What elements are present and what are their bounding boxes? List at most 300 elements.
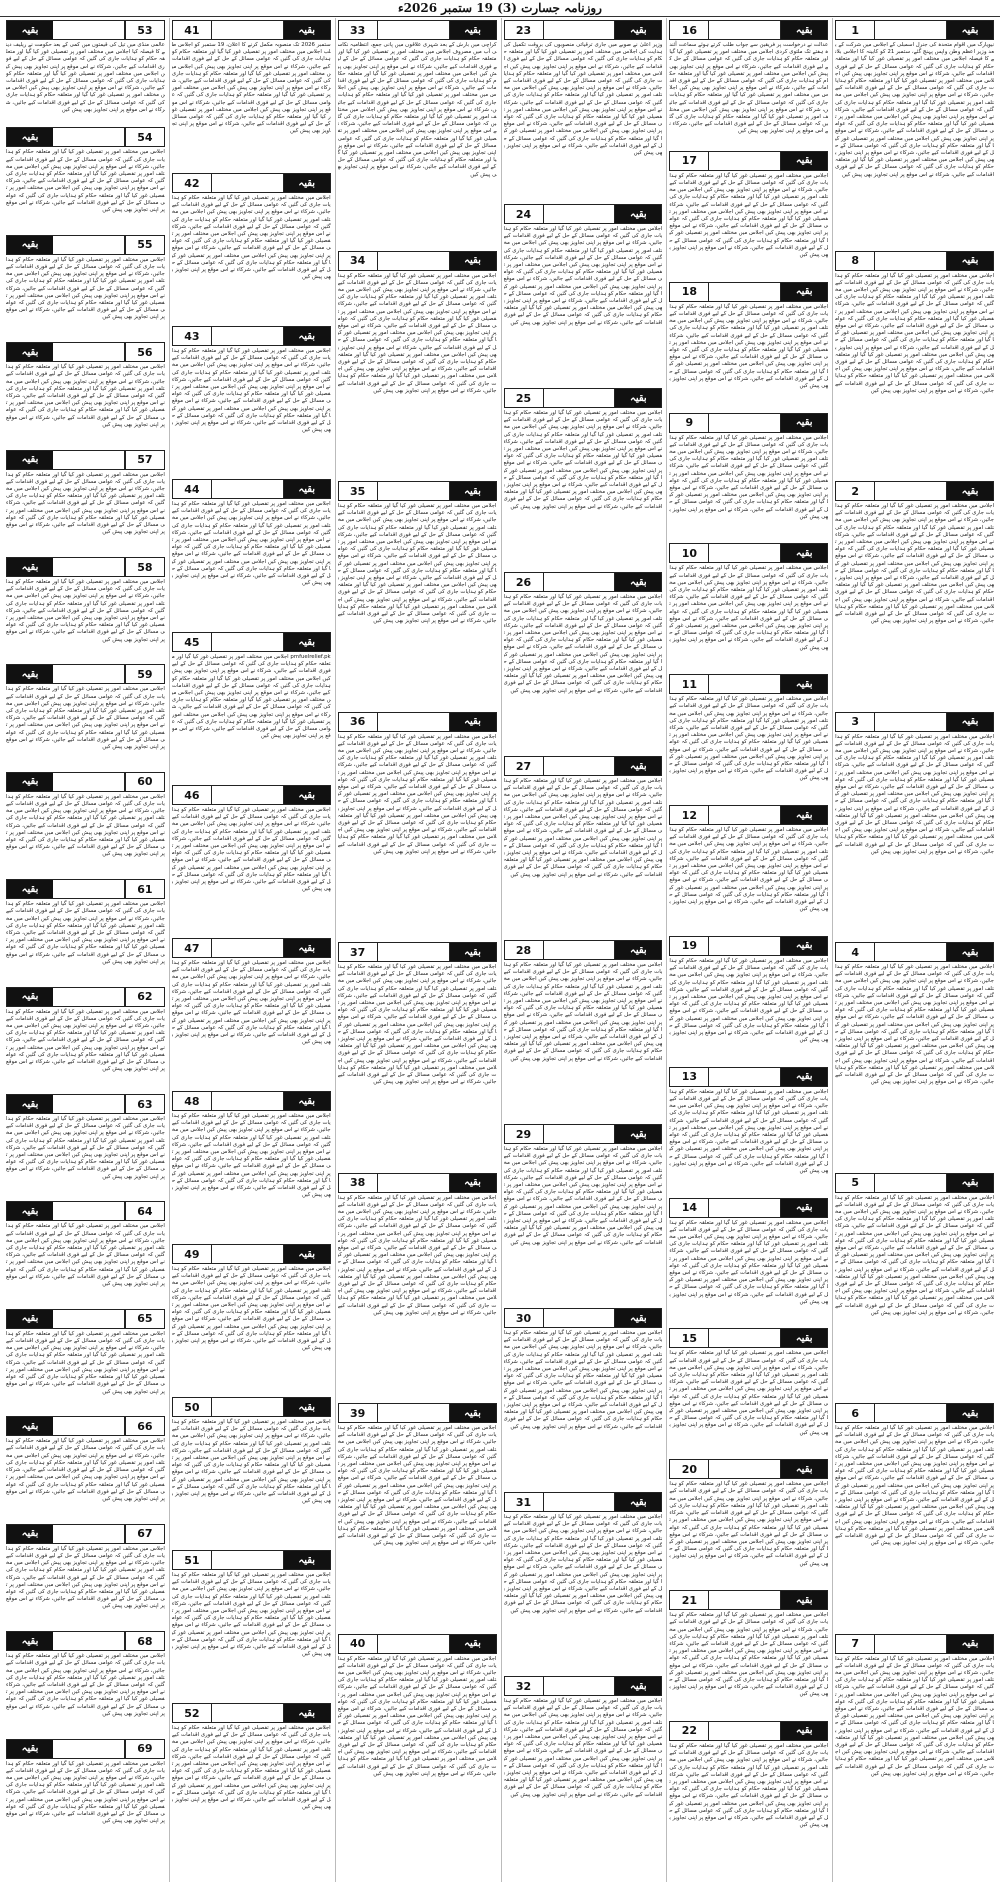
continued-label (172, 1397, 331, 1417)
story-text: اجلاس میں مختلف امور پر تفصیلی غور کیا گیا اور متعلقہ حکام کو ہدایات جاری کی گئیں کہ عوامی مسائل کے حل کے لیے فوری اقدامات کیے جائیں، شرکاء نے اس موقع پر اپنی تجاویز بھی پیش کیں اجلاس میں مختلف امور پر تفصیلی غور کیا گیا اور متعلقہ حکام کو ہدایات جاری کی گئیں کہ عوامی مسائل کے حل کے لیے فوری اقدامات کیے جائیں، شرکاء نے اس موقع پر اپنی تجاویز بھی پیش کیں اجلاس میں مختلف امور پر تفصیلی غور کیا گیا اور متعلقہ حکام کو ہدایات جاری کی گئیں کہ عوامی مسائل کے حل کے لیے فوری اقدامات کیے جائیں، شرکاء نے اس موقع پر اپنی تجاویز بھی پیش کیں (6, 1760, 165, 1825)
continued-story (669, 543, 828, 671)
continued-label (6, 557, 165, 577)
continued-number: 50 (173, 1398, 212, 1416)
label-blank (875, 1635, 947, 1653)
continued-number: 9 (670, 414, 709, 432)
continued-story (338, 251, 497, 479)
continued-label (172, 632, 331, 652)
story-text: اجلاس میں مختلف امور پر تفصیلی غور کیا گیا اور متعلقہ حکام کو ہدایات جاری کی گئیں کہ عوامی مسائل کے حل کے لیے فوری اقدامات کیے جائیں، شرکاء نے اس موقع پر اپنی تجاویز بھی پیش کیں اجلاس میں مختلف امور پر تفصیلی غور کیا گیا اور متعلقہ حکام کو ہدایات جاری کی گئیں کہ عوامی مسائل کے حل کے لیے فوری اقدامات کیے جائیں، شرکاء نے اس موقع پر اپنی تجاویز بھی پیش کیں اجلاس میں مختلف امور پر تفصیلی غور کیا گیا اور متعلقہ حکام کو ہدایات جاری کی گئیں کہ عوامی مسائل کے حل کے لیے فوری اقدامات کیے جائیں، شرکاء نے اس موقع پر اپنی تجاویز بھی پیش کیں اجلاس میں مختلف امور پر تفصیلی غور کیا گیا اور متعلقہ حکام کو ہدایات جاری کی گئیں کہ عوامی مسائل کے حل کے لیے فوری اقدامات کیے جائیں، شرکاء نے اس موقع پر اپنی تجاویز بھی پیش کیں (171, 807, 331, 893)
continued-story (172, 479, 331, 629)
story-text: اجلاس میں مختلف امور پر تفصیلی غور کیا گیا اور متعلقہ حکام کو ہدایات جاری کی گئیں کہ عوامی مسائل کے حل کے لیے فوری اقدامات کیے جائیں، شرکاء نے اس موقع پر اپنی تجاویز بھی پیش کیں اجلاس میں مختلف امور پر تفصیلی غور کیا گیا اور متعلقہ حکام کو ہدایات جاری کی گئیں کہ عوامی مسائل کے حل کے لیے فوری اقدامات کیے جائیں، شرکاء نے اس موقع پر اپنی تجاویز بھی پیش کیں اجلاس میں مختلف امور پر تفصیلی غور کیا گیا اور متعلقہ حکام کو ہدایات جاری کی گئیں کہ عوامی مسائل کے حل کے لیے فوری اقدامات کیے جائیں، شرکاء نے اس موقع پر اپنی تجاویز بھی پیش کیں اجلاس میں مختلف امور پر تفصیلی غور کیا گیا اور متعلقہ حکام کو ہدایات جاری کی گئیں کہ عوامی مسائل کے حل کے لیے فوری اقدامات کیے جائیں، شرکاء نے اس موقع پر اپنی تجاویز بھی پیش کیں (171, 501, 331, 587)
label-blank (212, 1551, 284, 1569)
continued-number: 51 (173, 1551, 212, 1569)
continued-number: 34 (339, 252, 378, 270)
continued-number: 57 (125, 451, 164, 469)
continued-number: 61 (125, 880, 164, 898)
continued-number: 48 (173, 1092, 212, 1110)
label-blank (53, 773, 125, 791)
continued-label (504, 1492, 663, 1512)
continued-label (172, 479, 331, 499)
label-blank (709, 675, 781, 693)
continued-label (338, 712, 497, 732)
continued-word: بقیہ (7, 665, 53, 683)
continued-word: بقیہ (947, 713, 993, 731)
story-text: اجلاس میں مختلف امور پر تفصیلی غور کیا گیا اور متعلقہ حکام کو ہدایات جاری کی گئیں کہ عوامی مسائل کے حل کے لیے فوری اقدامات کیے جائیں، شرکاء نے اس موقع پر اپنی تجاویز بھی پیش کیں اجلاس میں مختلف امور پر تفصیلی غور کیا گیا اور متعلقہ حکام کو ہدایات جاری کی گئیں کہ عوامی مسائل کے حل کے لیے فوری اقدامات کیے جائیں، شرکاء نے اس موقع پر اپنی تجاویز بھی پیش کیں اجلاس میں مختلف امور پر تفصیلی غور کیا گیا اور متعلقہ حکام کو ہدایات جاری کی گئیں کہ عوامی مسائل کے حل کے لیے فوری اقدامات کیے جائیں، شرکاء نے اس موقع پر اپنی تجاویز بھی پیش کیں اجلاس میں مختلف امور پر تفصیلی غور کیا گیا اور متعلقہ حکام کو ہدایات جاری کی گئیں کہ عوامی مسائل کے حل کے لیے فوری اقدامات کیے جائیں، شرکاء نے اس موقع پر اپنی تجاویز بھی پیش کیں اجلاس میں مختلف امور پر تفصیلی غور کیا گیا اور متعلقہ حکام کو ہدایات جاری کی گئیں کہ عوامی مسائل کے حل کے لیے فوری اقدامات کیے جائیں، شرکاء نے اس موقع پر اپنی تجاویز بھی پیش کیں اجلاس میں مختلف امور پر تفصیلی غور کیا گیا اور متعلقہ حکام کو ہدایات جاری کی گئیں کہ عوامی مسائل کے حل کے لیے فوری اقدامات کیے جائیں، شرکاء نے اس موقع پر اپنی تجاویز بھی پیش کیں (337, 1194, 497, 1316)
continued-story (835, 1634, 994, 1862)
continued-story (504, 1492, 663, 1673)
story-text: اجلاس میں مختلف امور پر تفصیلی غور کیا گیا اور متعلقہ حکام کو ہدایات جاری کی گئیں کہ عوامی مسائل کے حل کے لیے فوری اقدامات کیے جائیں، شرکاء نے اس موقع پر اپنی تجاویز بھی پیش کیں اجلاس میں مختلف امور پر تفصیلی غور کیا گیا اور متعلقہ حکام کو ہدایات جاری کی گئیں کہ عوامی مسائل کے حل کے لیے فوری اقدامات کیے جائیں، شرکاء نے اس موقع پر اپنی تجاویز بھی پیش کیں اجلاس میں مختلف امور پر تفصیلی غور کیا گیا اور متعلقہ حکام کو ہدایات جاری کی گئیں کہ عوامی مسائل کے حل کے لیے فوری اقدامات کیے جائیں، شرکاء نے اس موقع پر اپنی تجاویز بھی پیش کیں اجلاس میں مختلف امور پر تفصیلی غور کیا گیا اور متعلقہ حکام کو ہدایات جاری کی گئیں کہ عوامی مسائل کے حل کے لیے فوری اقدامات کیے جائیں، شرکاء نے اس موقع پر اپنی تجاویز بھی پیش کیں (669, 1219, 829, 1305)
continued-number: 63 (125, 1095, 164, 1113)
continued-number: 45 (173, 633, 212, 651)
continued-label (6, 879, 165, 899)
label-blank (378, 252, 450, 270)
continued-number: 31 (505, 1493, 544, 1511)
label-blank (53, 128, 125, 146)
continued-label (504, 572, 663, 592)
story-text: اجلاس میں مختلف امور پر تفصیلی غور کیا گیا اور متعلقہ حکام کو ہدایات جاری کی گئیں کہ عوامی مسائل کے حل کے لیے فوری اقدامات کیے جائیں، شرکاء نے اس موقع پر اپنی تجاویز بھی پیش کیں اجلاس میں مختلف امور پر تفصیلی غور کیا گیا اور متعلقہ حکام کو ہدایات جاری کی گئیں کہ عوامی مسائل کے حل کے لیے فوری اقدامات کیے جائیں، شرکاء نے اس موقع پر اپنی تجاویز بھی پیش کیں اجلاس میں مختلف امور پر تفصیلی غور کیا گیا اور متعلقہ حکام کو ہدایات جاری کی گئیں کہ عوامی مسائل کے حل کے لیے فوری اقدامات کیے جائیں، شرکاء نے اس موقع پر اپنی تجاویز بھی پیش کیں (6, 1545, 165, 1610)
continued-story (669, 413, 828, 541)
continued-story (6, 557, 165, 661)
label-blank (212, 327, 284, 345)
continued-label (669, 936, 828, 956)
story-text: اجلاس میں مختلف امور پر تفصیلی غور کیا گیا اور متعلقہ حکام کو ہدایات جاری کی گئیں کہ عوامی مسائل کے حل کے لیے فوری اقدامات کیے جائیں، شرکاء نے اس موقع پر اپنی تجاویز بھی پیش کیں اجلاس میں مختلف امور پر تفصیلی غور کیا گیا اور متعلقہ حکام کو ہدایات جاری کی گئیں کہ عوامی مسائل کے حل کے لیے فوری اقدامات کیے جائیں، شرکاء نے اس موقع پر اپنی تجاویز بھی پیش کیں اجلاس میں مختلف امور پر تفصیلی غور کیا گیا اور متعلقہ حکام کو ہدایات جاری کی گئیں کہ عوامی مسائل کے حل کے لیے فوری اقدامات کیے جائیں، شرکاء نے اس موقع پر اپنی تجاویز بھی پیش کیں اجلاس میں مختلف امور پر تفصیلی غور کیا گیا اور متعلقہ حکام کو ہدایات جاری کی گئیں کہ عوامی مسائل کے حل کے لیے فوری اقدامات کیے جائیں، شرکاء نے اس موقع پر اپنی تجاویز بھی پیش کیں (171, 1725, 331, 1811)
continued-story (504, 1676, 663, 1857)
label-blank (709, 1068, 781, 1086)
continued-number: 2 (836, 482, 875, 500)
story-text: اجلاس میں مختلف امور پر تفصیلی غور کیا گیا اور متعلقہ حکام کو ہدایات جاری کی گئیں کہ عوامی مسائل کے حل کے لیے فوری اقدامات کیے جائیں، شرکاء نے اس موقع پر اپنی تجاویز بھی پیش کیں اجلاس میں مختلف امور پر تفصیلی غور کیا گیا اور متعلقہ حکام کو ہدایات جاری کی گئیں کہ عوامی مسائل کے حل کے لیے فوری اقدامات کیے جائیں، شرکاء نے اس موقع پر اپنی تجاویز بھی پیش کیں اجلاس میں مختلف امور پر تفصیلی غور کیا گیا اور متعلقہ حکام کو ہدایات جاری کی گئیں کہ عوامی مسائل کے حل کے لیے فوری اقدامات کیے جائیں، شرکاء نے اس موقع پر اپنی تجاویز بھی پیش کیں اجلاس میں مختلف امور پر تفصیلی غور کیا گیا اور متعلقہ حکام کو ہدایات جاری کی گئیں کہ عوامی مسائل کے حل کے لیے فوری اقدامات کیے جائیں، شرکاء نے اس موقع پر اپنی تجاویز بھی پیش کیں (171, 960, 331, 1046)
continued-story (835, 942, 994, 1170)
story-text: اجلاس میں مختلف امور پر تفصیلی غور کیا گیا اور متعلقہ حکام کو ہدایات جاری کی گئیں کہ عوامی مسائل کے حل کے لیے فوری اقدامات کیے جائیں، شرکاء نے اس موقع پر اپنی تجاویز بھی پیش کیں اجلاس میں مختلف امور پر تفصیلی غور کیا گیا اور متعلقہ حکام کو ہدایات جاری کی گئیں کہ عوامی مسائل کے حل کے لیے فوری اقدامات کیے جائیں، شرکاء نے اس موقع پر اپنی تجاویز بھی پیش کیں اجلاس میں مختلف امور پر تفصیلی غور کیا گیا اور متعلقہ حکام کو ہدایات جاری کی گئیں کہ عوامی مسائل کے حل کے لیے فوری اقدامات کیے جائیں، شرکاء نے اس موقع پر اپنی تجاویز بھی پیش کیں اجلاس میں مختلف امور پر تفصیلی غور کیا گیا اور متعلقہ حکام کو ہدایات جاری کی گئیں کہ عوامی مسائل کے حل کے لیے فوری اقدامات کیے جائیں، شرکاء نے اس موقع پر اپنی تجاویز بھی پیش کیں (171, 348, 331, 434)
continued-word: بقیہ (450, 1174, 496, 1192)
continued-word: بقیہ (7, 236, 53, 254)
continued-word: بقیہ (947, 252, 993, 270)
continued-word: بقیہ (7, 1525, 53, 1543)
continued-label (835, 1173, 994, 1193)
continued-word: بقیہ (615, 389, 661, 407)
continued-label (6, 20, 165, 40)
continued-number: 43 (173, 327, 212, 345)
label-blank (212, 1704, 284, 1722)
continued-word: بقیہ (284, 21, 330, 39)
continued-story (6, 342, 165, 446)
label-blank (544, 941, 616, 959)
continued-number: 6 (836, 1404, 875, 1422)
continued-story (504, 388, 663, 569)
continued-number: 36 (339, 713, 378, 731)
continued-number: 46 (173, 786, 212, 804)
continued-label (6, 1201, 165, 1221)
label-blank (875, 252, 947, 270)
continued-word: بقیہ (781, 675, 827, 693)
continued-story (669, 674, 828, 802)
continued-label (669, 1459, 828, 1479)
continued-story (669, 1721, 828, 1849)
continued-story (338, 1173, 497, 1401)
continued-word: بقیہ (7, 773, 53, 791)
continued-word: بقیہ (450, 482, 496, 500)
continued-number: 35 (339, 482, 378, 500)
continued-number: 29 (505, 1125, 544, 1143)
label-blank (875, 1404, 947, 1422)
continued-number: 32 (505, 1677, 544, 1695)
continued-label (504, 756, 663, 776)
story-text: اجلاس میں مختلف امور پر تفصیلی غور کیا گیا اور متعلقہ حکام کو ہدایات جاری کی گئیں کہ عوامی مسائل کے حل کے لیے فوری اقدامات کیے جائیں، شرکاء نے اس موقع پر اپنی تجاویز بھی پیش کیں اجلاس میں مختلف امور پر تفصیلی غور کیا گیا اور متعلقہ حکام کو ہدایات جاری کی گئیں کہ عوامی مسائل کے حل کے لیے فوری اقدامات کیے جائیں، شرکاء نے اس موقع پر اپنی تجاویز بھی پیش کیں اجلاس میں مختلف امور پر تفصیلی غور کیا گیا اور متعلقہ حکام کو ہدایات جاری کی گئیں کہ عوامی مسائل کے حل کے لیے فوری اقدامات کیے جائیں، شرکاء نے اس موقع پر اپنی تجاویز بھی پیش کیں اجلاس میں مختلف امور پر تفصیلی غور کیا گیا اور متعلقہ حکام کو ہدایات جاری کی گئیں کہ عوامی مسائل کے حل کے لیے فوری اقدامات کیے جائیں، شرکاء نے اس موقع پر اپنی تجاویز بھی پیش کیں اجلاس میں مختلف امور پر تفصیلی غور کیا گیا اور متعلقہ حکام کو ہدایات جاری کی گئیں کہ عوامی مسائل کے حل کے لیے فوری اقدامات کیے جائیں، شرکاء نے اس موقع پر اپنی تجاویز بھی پیش کیں (503, 594, 663, 694)
continued-label (338, 1173, 497, 1193)
story-text: اجلاس میں مختلف امور پر تفصیلی غور کیا گیا اور متعلقہ حکام کو ہدایات جاری کی گئیں کہ عوامی مسائل کے حل کے لیے فوری اقدامات کیے جائیں، شرکاء نے اس موقع پر اپنی تجاویز بھی پیش کیں اجلاس میں مختلف امور پر تفصیلی غور کیا گیا اور متعلقہ حکام کو ہدایات جاری کی گئیں کہ عوامی مسائل کے حل کے لیے فوری اقدامات کیے جائیں، شرکاء نے اس موقع پر اپنی تجاویز بھی پیش کیں اجلاس میں مختلف امور پر تفصیلی غور کیا گیا اور متعلقہ حکام کو ہدایات جاری کی گئیں کہ عوامی مسائل کے حل کے لیے فوری اقدامات کیے جائیں، شرکاء نے اس موقع پر اپنی تجاویز بھی پیش کیں اجلاس میں مختلف امور پر تفصیلی غور کیا گیا اور متعلقہ حکام کو ہدایات جاری کی گئیں کہ عوامی مسائل کے حل کے لیے فوری اقدامات کیے جائیں، شرکاء نے اس موقع پر اپنی تجاویز بھی پیش کیں اجلاس میں مختلف امور پر تفصیلی غور کیا گیا اور متعلقہ حکام کو ہدایات جاری کی گئیں کہ عوامی مسائل کے حل کے لیے فوری اقدامات کیے جائیں، شرکاء نے اس موقع پر اپنی تجاویز بھی پیش کیں (503, 778, 663, 878)
continued-word: بقیہ (947, 21, 993, 39)
continued-word: بقیہ (947, 1635, 993, 1653)
story-text: اجلاس میں مختلف امور پر تفصیلی غور کیا گیا اور متعلقہ حکام کو ہدایات جاری کی گئیں کہ عوامی مسائل کے حل کے لیے فوری اقدامات کیے جائیں، شرکاء نے اس موقع پر اپنی تجاویز بھی پیش کیں اجلاس میں مختلف امور پر تفصیلی غور کیا گیا اور متعلقہ حکام کو ہدایات جاری کی گئیں کہ عوامی مسائل کے حل کے لیے فوری اقدامات کیے جائیں، شرکاء نے اس موقع پر اپنی تجاویز بھی پیش کیں اجلاس میں مختلف امور پر تفصیلی غور کیا گیا اور متعلقہ حکام کو ہدایات جاری کی گئیں کہ عوامی مسائل کے حل کے لیے فوری اقدامات کیے جائیں، شرکاء نے اس موقع پر اپنی تجاویز بھی پیش کیں اجلاس میں مختلف امور پر تفصیلی غور کیا گیا اور متعلقہ حکام کو ہدایات جاری کی گئیں کہ عوامی مسائل کے حل کے لیے فوری اقدامات کیے جائیں، شرکاء نے اس موقع پر اپنی تجاویز بھی پیش کیں اجلاس میں مختلف امور پر تفصیلی غور کیا گیا اور متعلقہ حکام کو ہدایات جاری کی گئیں کہ عوامی مسائل کے حل کے لیے فوری اقدامات کیے جائیں، شرکاء نے اس موقع پر اپنی تجاویز بھی پیش کیں (503, 226, 663, 326)
label-blank (53, 1417, 125, 1435)
continued-word: بقیہ (7, 1310, 53, 1328)
label-blank (53, 1632, 125, 1650)
continued-label (835, 712, 994, 732)
continued-label (669, 1328, 828, 1348)
label-blank (53, 21, 125, 39)
story-text: اجلاس میں مختلف امور پر تفصیلی غور کیا گیا اور متعلقہ حکام کو ہدایات جاری کی گئیں کہ عوامی مسائل کے حل کے لیے فوری اقدامات کیے جائیں، شرکاء نے اس موقع پر اپنی تجاویز بھی پیش کیں اجلاس میں مختلف امور پر تفصیلی غور کیا گیا اور متعلقہ حکام کو ہدایات جاری کی گئیں کہ عوامی مسائل کے حل کے لیے فوری اقدامات کیے جائیں، شرکاء نے اس موقع پر اپنی تجاویز بھی پیش کیں اجلاس میں مختلف امور پر تفصیلی غور کیا گیا اور متعلقہ حکام کو ہدایات جاری کی گئیں کہ عوامی مسائل کے حل کے لیے فوری اقدامات کیے جائیں، شرکاء نے اس موقع پر اپنی تجاویز بھی پیش کیں اجلاس میں مختلف امور پر تفصیلی غور کیا گیا اور متعلقہ حکام کو ہدایات جاری کی گئیں کہ عوامی مسائل کے حل کے لیے فوری اقدامات کیے جائیں، شرکاء نے اس موقع پر اپنی تجاویز بھی پیش کیں (669, 696, 829, 782)
continued-number: 3 (836, 713, 875, 731)
story-text: اجلاس میں مختلف امور پر تفصیلی غور کیا گیا اور متعلقہ حکام کو ہدایات جاری کی گئیں کہ عوامی مسائل کے حل کے لیے فوری اقدامات کیے جائیں، شرکاء نے اس موقع پر اپنی تجاویز بھی پیش کیں اجلاس میں مختلف امور پر تفصیلی غور کیا گیا اور متعلقہ حکام کو ہدایات جاری کی گئیں کہ عوامی مسائل کے حل کے لیے فوری اقدامات کیے جائیں، شرکاء نے اس موقع پر اپنی تجاویز بھی پیش کیں اجلاس میں مختلف امور پر تفصیلی غور کیا گیا اور متعلقہ حکام کو ہدایات جاری کی گئیں کہ عوامی مسائل کے حل کے لیے فوری اقدامات کیے جائیں، شرکاء نے اس موقع پر اپنی تجاویز بھی پیش کیں اجلاس میں مختلف امور پر تفصیلی غور کیا گیا اور متعلقہ حکام کو ہدایات جاری کی گئیں کہ عوامی مسائل کے حل کے لیے فوری اقدامات کیے جائیں، شرکاء نے اس موقع پر اپنی تجاویز بھی پیش کیں اجلاس میں مختلف امور پر تفصیلی غور کیا گیا اور متعلقہ حکام کو ہدایات جاری کی گئیں کہ عوامی مسائل کے حل کے لیے فوری اقدامات کیے جائیں، شرکاء نے اس موقع پر اپنی تجاویز بھی پیش کیں اجلاس میں مختلف امور پر تفصیلی غور کیا گیا اور متعلقہ حکام کو ہدایات جاری کی گئیں کہ عوامی مسائل کے حل کے لیے فوری اقدامات کیے جائیں، شرکاء نے اس موقع پر اپنی تجاویز بھی پیش کیں (337, 1655, 497, 1777)
continued-label (6, 1631, 165, 1651)
continued-story (172, 938, 331, 1088)
continued-label (669, 674, 828, 694)
continued-number: 10 (670, 544, 709, 562)
label-blank (212, 786, 284, 804)
story-text: اجلاس میں مختلف امور پر تفصیلی غور کیا گیا اور متعلقہ حکام کو ہدایات جاری کی گئیں کہ عوامی مسائل کے حل کے لیے فوری اقدامات کیے جائیں، شرکاء نے اس موقع پر اپنی تجاویز بھی پیش کیں اجلاس میں مختلف امور پر تفصیلی غور کیا گیا اور متعلقہ حکام کو ہدایات جاری کی گئیں کہ عوامی مسائل کے حل کے لیے فوری اقدامات کیے جائیں، شرکاء نے اس موقع پر اپنی تجاویز بھی پیش کیں اجلاس میں مختلف امور پر تفصیلی غور کیا گیا اور متعلقہ حکام کو ہدایات جاری کی گئیں کہ عوامی مسائل کے حل کے لیے فوری اقدامات کیے جائیں، شرکاء نے اس موقع پر اپنی تجاویز بھی پیش کیں اجلاس میں مختلف امور پر تفصیلی غور کیا گیا اور متعلقہ حکام کو ہدایات جاری کی گئیں کہ عوامی مسائل کے حل کے لیے فوری اقدامات کیے جائیں، شرکاء نے اس موقع پر اپنی تجاویز بھی پیش کیں اجلاس میں مختلف امور پر تفصیلی غور کیا گیا اور متعلقہ حکام کو ہدایات جاری کی گئیں کہ عوامی مسائل کے حل کے لیے فوری اقدامات کیے جائیں، شرکاء نے اس موقع پر اپنی تجاویز بھی پیش کیں (503, 962, 663, 1062)
label-blank (709, 937, 781, 955)
continued-word: بقیہ (284, 786, 330, 804)
continued-story (6, 1201, 165, 1305)
continued-story (6, 1739, 165, 1843)
continued-word: بقیہ (781, 21, 827, 39)
story-text: اجلاس میں مختلف امور پر تفصیلی غور کیا گیا اور متعلقہ حکام کو ہدایات جاری کی گئیں کہ عوامی مسائل کے حل کے لیے فوری اقدامات کیے جائیں، شرکاء نے اس موقع پر اپنی تجاویز بھی پیش کیں اجلاس میں مختلف امور پر تفصیلی غور کیا گیا اور متعلقہ حکام کو ہدایات جاری کی گئیں کہ عوامی مسائل کے حل کے لیے فوری اقدامات کیے جائیں، شرکاء نے اس موقع پر اپنی تجاویز بھی پیش کیں اجلاس میں مختلف امور پر تفصیلی غور کیا گیا اور متعلقہ حکام کو ہدایات جاری کی گئیں کہ عوامی مسائل کے حل کے لیے فوری اقدامات کیے جائیں، شرکاء نے اس موقع پر اپنی تجاویز بھی پیش کیں اجلاس میں مختلف امور پر تفصیلی غور کیا گیا اور متعلقہ حکام کو ہدایات جاری کی گئیں کہ عوامی مسائل کے حل کے لیے فوری اقدامات کیے جائیں، شرکاء نے اس موقع پر اپنی تجاویز بھی پیش کیں اجلاس میں مختلف امور پر تفصیلی غور کیا گیا اور متعلقہ حکام کو ہدایات جاری کی گئیں کہ عوامی مسائل کے حل کے لیے فوری اقدامات کیے جائیں، شرکاء نے اس موقع پر اپنی تجاویز بھی پیش کیں اجلاس میں مختلف امور پر تفصیلی غور کیا گیا اور متعلقہ حکام کو ہدایات جاری کی گئیں کہ عوامی مسائل کے حل کے لیے فوری اقدامات کیے جائیں، شرکاء نے اس موقع پر اپنی تجاویز بھی پیش کیں (337, 733, 497, 855)
continued-label (669, 1067, 828, 1087)
story-text: اجلاس میں مختلف امور پر تفصیلی غور کیا گیا اور متعلقہ حکام کو ہدایات جاری کی گئیں کہ عوامی مسائل کے حل کے لیے فوری اقدامات کیے جائیں، شرکاء نے اس موقع پر اپنی تجاویز بھی پیش کیں اجلاس میں مختلف امور پر تفصیلی غور کیا گیا اور متعلقہ حکام کو ہدایات جاری کی گئیں کہ عوامی مسائل کے حل کے لیے فوری اقدامات کیے جائیں، شرکاء نے اس موقع پر اپنی تجاویز بھی پیش کیں اجلاس میں مختلف امور پر تفصیلی غور کیا گیا اور متعلقہ حکام کو ہدایات جاری کی گئیں کہ عوامی مسائل کے حل کے لیے فوری اقدامات کیے جائیں، شرکاء نے اس موقع پر اپنی تجاویز بھی پیش کیں (6, 471, 165, 536)
continued-label (338, 20, 497, 40)
continued-label (6, 1094, 165, 1114)
continued-number: 21 (670, 1591, 709, 1609)
continued-story (6, 664, 165, 768)
story-text: ستمبر 2026 تک منصوبہ مکمل کرنے کا اعلان، 19 ستمبر کو اجلاس طلب اجلاس میں مختلف امور پر تفصیلی غور کیا گیا اور متعلقہ حکام کو ہدایات جاری کی گئیں کہ عوامی مسائل کے حل کے لیے فوری اقدامات کیے جائیں، شرکاء نے اس موقع پر اپنی تجاویز بھی پیش کیں اجلاس میں مختلف امور پر تفصیلی غور کیا گیا اور متعلقہ حکام کو ہدایات جاری کی گئیں کہ عوامی مسائل کے حل کے لیے فوری اقدامات کیے جائیں، شرکاء نے اس موقع پر اپنی تجاویز بھی پیش کیں اجلاس میں مختلف امور پر تفصیلی غور کیا گیا اور متعلقہ حکام کو ہدایات جاری کی گئیں کہ عوامی مسائل کے حل کے لیے فوری اقدامات کیے جائیں، شرکاء نے اس موقع پر اپنی تجاویز بھی پیش کیں اجلاس میں مختلف امور پر تفصیلی غور کیا گیا اور متعلقہ حکام کو ہدایات جاری کی گئیں کہ عوامی مسائل کے حل کے لیے فوری اقدامات کیے جائیں، شرکاء نے اس موقع پر اپنی تجاویز بھی پیش کیں (171, 42, 331, 135)
label-blank (53, 988, 125, 1006)
continued-number: 19 (670, 937, 709, 955)
continued-story (504, 20, 663, 201)
continued-label (172, 20, 331, 40)
continued-number: 27 (505, 757, 544, 775)
continued-number: 4 (836, 943, 875, 961)
label-blank (875, 482, 947, 500)
story-text: اجلاس میں مختلف امور پر تفصیلی غور کیا گیا اور متعلقہ حکام کو ہدایات جاری کی گئیں کہ عوامی مسائل کے حل کے لیے فوری اقدامات کیے جائیں، شرکاء نے اس موقع پر اپنی تجاویز بھی پیش کیں اجلاس میں مختلف امور پر تفصیلی غور کیا گیا اور متعلقہ حکام کو ہدایات جاری کی گئیں کہ عوامی مسائل کے حل کے لیے فوری اقدامات کیے جائیں، شرکاء نے اس موقع پر اپنی تجاویز بھی پیش کیں اجلاس میں مختلف امور پر تفصیلی غور کیا گیا اور متعلقہ حکام کو ہدایات جاری کی گئیں کہ عوامی مسائل کے حل کے لیے فوری اقدامات کیے جائیں، شرکاء نے اس موقع پر اپنی تجاویز بھی پیش کیں (6, 901, 165, 965)
continued-word: بقیہ (615, 941, 661, 959)
continued-label (669, 1721, 828, 1741)
news-column (335, 18, 499, 1882)
label-blank (544, 573, 616, 591)
continued-word: بقیہ (7, 558, 53, 576)
continued-story (504, 204, 663, 385)
continued-story (6, 235, 165, 339)
label-blank (544, 21, 616, 39)
story-text: اجلاس میں مختلف امور پر تفصیلی غور کیا گیا اور متعلقہ حکام کو ہدایات جاری کی گئیں کہ عوامی مسائل کے حل کے لیے فوری اقدامات کیے جائیں، شرکاء نے اس موقع پر اپنی تجاویز بھی پیش کیں اجلاس میں مختلف امور پر تفصیلی غور کیا گیا اور متعلقہ حکام کو ہدایات جاری کی گئیں کہ عوامی مسائل کے حل کے لیے فوری اقدامات کیے جائیں، شرکاء نے اس موقع پر اپنی تجاویز بھی پیش کیں اجلاس میں مختلف امور پر تفصیلی غور کیا گیا اور متعلقہ حکام کو ہدایات جاری کی گئیں کہ عوامی مسائل کے حل کے لیے فوری اقدامات کیے جائیں، شرکاء نے اس موقع پر اپنی تجاویز بھی پیش کیں اجلاس میں مختلف امور پر تفصیلی غور کیا گیا اور متعلقہ حکام کو ہدایات جاری کی گئیں کہ عوامی مسائل کے حل کے لیے فوری اقدامات کیے جائیں، شرکاء نے اس موقع پر اپنی تجاویز بھی پیش کیں اجلاس میں مختلف امور پر تفصیلی غور کیا گیا اور متعلقہ حکام کو ہدایات جاری کی گئیں کہ عوامی مسائل کے حل کے لیے فوری اقدامات کیے جائیں، شرکاء نے اس موقع پر اپنی تجاویز بھی پیش کیں (503, 1146, 663, 1246)
label-blank (709, 1329, 781, 1347)
label-blank (53, 1202, 125, 1220)
label-blank (544, 205, 616, 223)
label-blank (709, 544, 781, 562)
continued-label (6, 127, 165, 147)
continued-story (6, 1631, 165, 1735)
story-text: اجلاس میں مختلف امور پر تفصیلی غور کیا گیا اور متعلقہ حکام کو ہدایات جاری کی گئیں کہ عوامی مسائل کے حل کے لیے فوری اقدامات کیے جائیں، شرکاء نے اس موقع پر اپنی تجاویز بھی پیش کیں اجلاس میں مختلف امور پر تفصیلی غور کیا گیا اور متعلقہ حکام کو ہدایات جاری کی گئیں کہ عوامی مسائل کے حل کے لیے فوری اقدامات کیے جائیں، شرکاء نے اس موقع پر اپنی تجاویز بھی پیش کیں اجلاس میں مختلف امور پر تفصیلی غور کیا گیا اور متعلقہ حکام کو ہدایات جاری کی گئیں کہ عوامی مسائل کے حل کے لیے فوری اقدامات کیے جائیں، شرکاء نے اس موقع پر اپنی تجاویز بھی پیش کیں اجلاس میں مختلف امور پر تفصیلی غور کیا گیا اور متعلقہ حکام کو ہدایات جاری کی گئیں کہ عوامی مسائل کے حل کے لیے فوری اقدامات کیے جائیں، شرکاء نے اس موقع پر اپنی تجاویز بھی پیش کیں (669, 172, 829, 259)
continued-label (338, 942, 497, 962)
continued-number: 67 (125, 1525, 164, 1543)
continued-label (504, 204, 663, 224)
label-blank (53, 236, 125, 254)
story-text: اجلاس میں مختلف امور پر تفصیلی غور کیا گیا اور متعلقہ حکام کو ہدایات جاری کی گئیں کہ عوامی مسائل کے حل کے لیے فوری اقدامات کیے جائیں، شرکاء نے اس موقع پر اپنی تجاویز بھی پیش کیں اجلاس میں مختلف امور پر تفصیلی غور کیا گیا اور متعلقہ حکام کو ہدایات جاری کی گئیں کہ عوامی مسائل کے حل کے لیے فوری اقدامات کیے جائیں، شرکاء نے اس موقع پر اپنی تجاویز بھی پیش کیں اجلاس میں مختلف امور پر تفصیلی غور کیا گیا اور متعلقہ حکام کو ہدایات جاری کی گئیں کہ عوامی مسائل کے حل کے لیے فوری اقدامات کیے جائیں، شرکاء نے اس موقع پر اپنی تجاویز بھی پیش کیں اجلاس میں مختلف امور پر تفصیلی غور کیا گیا اور متعلقہ حکام کو ہدایات جاری کی گئیں کہ عوامی مسائل کے حل کے لیے فوری اقدامات کیے جائیں، شرکاء نے اس موقع پر اپنی تجاویز بھی پیش کیں اجلاس میں مختلف امور پر تفصیلی غور کیا گیا اور متعلقہ حکام کو ہدایات جاری کی گئیں کہ عوامی مسائل کے حل کے لیے فوری اقدامات کیے جائیں، شرکاء نے اس موقع پر اپنی تجاویز بھی پیش کیں (503, 1330, 663, 1430)
story-text: نیویارک میں اقوام متحدہ کی جنرل اسمبلی کے اجلاس میں شرکت کے بعد وزیر اعظم وطن واپس پہنچ گئے، ستمبر 21 کو کابینہ کا اجلاس بلانے کا فیصلہ اجلاس میں مختلف امور پر تفصیلی غور کیا گیا اور متعلقہ حکام کو ہدایات جاری کی گئیں کہ عوامی مسائل کے حل کے لیے فوری اقدامات کیے جائیں، شرکاء نے اس موقع پر اپنی تجاویز بھی پیش کیں اجلاس میں مختلف امور پر تفصیلی غور کیا گیا اور متعلقہ حکام کو ہدایات جاری کی گئیں کہ عوامی مسائل کے حل کے لیے فوری اقدامات کیے جائیں، شرکاء نے اس موقع پر اپنی تجاویز بھی پیش کیں اجلاس میں مختلف امور پر تفصیلی غور کیا گیا اور متعلقہ حکام کو ہدایات جاری کی گئیں کہ عوامی مسائل کے حل کے لیے فوری اقدامات کیے جائیں، شرکاء نے اس موقع پر اپنی تجاویز بھی پیش کیں اجلاس میں مختلف امور پر تفصیلی غور کیا گیا اور متعلقہ حکام کو ہدایات جاری کی گئیں کہ عوامی مسائل کے حل کے لیے فوری اقدامات کیے جائیں، شرکاء نے اس موقع پر اپنی تجاویز بھی پیش کیں اجلاس میں مختلف امور پر تفصیلی غور کیا گیا اور متعلقہ حکام کو ہدایات جاری کی گئیں کہ عوامی مسائل کے حل کے لیے فوری اقدامات کیے جائیں، شرکاء نے اس موقع پر اپنی تجاویز بھی پیش کیں اجلاس میں مختلف امور پر تفصیلی غور کیا گیا اور متعلقہ حکام کو ہدایات جاری کی گئیں کہ عوامی مسائل کے حل کے لیے فوری اقدامات کیے جائیں، شرکاء نے اس موقع پر اپنی تجاویز بھی پیش کیں (835, 42, 994, 178)
continued-story (338, 481, 497, 709)
label-blank (709, 1199, 781, 1217)
continued-number: 33 (339, 21, 378, 39)
story-text: اجلاس میں مختلف امور پر تفصیلی غور کیا گیا اور متعلقہ حکام کو ہدایات جاری کی گئیں کہ عوامی مسائل کے حل کے لیے فوری اقدامات کیے جائیں، شرکاء نے اس موقع پر اپنی تجاویز بھی پیش کیں اجلاس میں مختلف امور پر تفصیلی غور کیا گیا اور متعلقہ حکام کو ہدایات جاری کی گئیں کہ عوامی مسائل کے حل کے لیے فوری اقدامات کیے جائیں، شرکاء نے اس موقع پر اپنی تجاویز بھی پیش کیں اجلاس میں مختلف امور پر تفصیلی غور کیا گیا اور متعلقہ حکام کو ہدایات جاری کی گئیں کہ عوامی مسائل کے حل کے لیے فوری اقدامات کیے جائیں، شرکاء نے اس موقع پر اپنی تجاویز بھی پیش کیں اجلاس میں مختلف امور پر تفصیلی غور کیا گیا اور متعلقہ حکام کو ہدایات جاری کی گئیں کہ عوامی مسائل کے حل کے لیے فوری اقدامات کیے جائیں، شرکاء نے اس موقع پر اپنی تجاویز بھی پیش کیں اجلاس میں مختلف امور پر تفصیلی غور کیا گیا اور متعلقہ حکام کو ہدایات جاری کی گئیں کہ عوامی مسائل کے حل کے لیے فوری اقدامات کیے جائیں، شرکاء نے اس موقع پر اپنی تجاویز بھی پیش کیں اجلاس میں مختلف امور پر تفصیلی غور کیا گیا اور متعلقہ حکام کو ہدایات جاری کی گئیں کہ عوامی مسائل کے حل کے لیے فوری اقدامات کیے جائیں، شرکاء نے اس موقع پر اپنی تجاویز بھی پیش کیں (835, 272, 994, 394)
label-blank (544, 1677, 616, 1695)
continued-label (338, 481, 497, 501)
story-text: اجلاس میں مختلف امور پر تفصیلی غور کیا گیا اور متعلقہ حکام کو ہدایات جاری کی گئیں کہ عوامی مسائل کے حل کے لیے فوری اقدامات کیے جائیں، شرکاء نے اس موقع پر اپنی تجاویز بھی پیش کیں اجلاس میں مختلف امور پر تفصیلی غور کیا گیا اور متعلقہ حکام کو ہدایات جاری کی گئیں کہ عوامی مسائل کے حل کے لیے فوری اقدامات کیے جائیں، شرکاء نے اس موقع پر اپنی تجاویز بھی پیش کیں اجلاس میں مختلف امور پر تفصیلی غور کیا گیا اور متعلقہ حکام کو ہدایات جاری کی گئیں کہ عوامی مسائل کے حل کے لیے فوری اقدامات کیے جائیں، شرکاء نے اس موقع پر اپنی تجاویز بھی پیش کیں اجلاس میں مختلف امور پر تفصیلی غور کیا گیا اور متعلقہ حکام کو ہدایات جاری کی گئیں کہ عوامی مسائل کے حل کے لیے فوری اقدامات کیے جائیں، شرکاء نے اس موقع پر اپنی تجاویز بھی پیش کیں (171, 1419, 331, 1505)
continued-word: بقیہ (947, 943, 993, 961)
continued-story (6, 1416, 165, 1520)
continued-number: 60 (125, 773, 164, 791)
continued-number: 66 (125, 1417, 164, 1435)
continued-number: 20 (670, 1460, 709, 1478)
continued-story (172, 326, 331, 476)
continued-story (172, 20, 331, 170)
label-blank (709, 1722, 781, 1740)
continued-number: 52 (173, 1704, 212, 1722)
continued-number: 16 (670, 21, 709, 39)
label-blank (53, 1095, 125, 1113)
continued-story (338, 20, 497, 248)
story-text: اجلاس میں مختلف امور پر تفصیلی غور کیا گیا اور متعلقہ حکام کو ہدایات جاری کی گئیں کہ عوامی مسائل کے حل کے لیے فوری اقدامات کیے جائیں، شرکاء نے اس موقع پر اپنی تجاویز بھی پیش کیں اجلاس میں مختلف امور پر تفصیلی غور کیا گیا اور متعلقہ حکام کو ہدایات جاری کی گئیں کہ عوامی مسائل کے حل کے لیے فوری اقدامات کیے جائیں، شرکاء نے اس موقع پر اپنی تجاویز بھی پیش کیں اجلاس میں مختلف امور پر تفصیلی غور کیا گیا اور متعلقہ حکام کو ہدایات جاری کی گئیں کہ عوامی مسائل کے حل کے لیے فوری اقدامات کیے جائیں، شرکاء نے اس موقع پر اپنی تجاویز بھی پیش کیں (6, 1653, 165, 1717)
story-text: اجلاس میں مختلف امور پر تفصیلی غور کیا گیا اور متعلقہ حکام کو ہدایات جاری کی گئیں کہ عوامی مسائل کے حل کے لیے فوری اقدامات کیے جائیں، شرکاء نے اس موقع پر اپنی تجاویز بھی پیش کیں اجلاس میں مختلف امور پر تفصیلی غور کیا گیا اور متعلقہ حکام کو ہدایات جاری کی گئیں کہ عوامی مسائل کے حل کے لیے فوری اقدامات کیے جائیں، شرکاء نے اس موقع پر اپنی تجاویز بھی پیش کیں اجلاس میں مختلف امور پر تفصیلی غور کیا گیا اور متعلقہ حکام کو ہدایات جاری کی گئیں کہ عوامی مسائل کے حل کے لیے فوری اقدامات کیے جائیں، شرکاء نے اس موقع پر اپنی تجاویز بھی پیش کیں اجلاس میں مختلف امور پر تفصیلی غور کیا گیا اور متعلقہ حکام کو ہدایات جاری کی گئیں کہ عوامی مسائل کے حل کے لیے فوری اقدامات کیے جائیں، شرکاء نے اس موقع پر اپنی تجاویز بھی پیش کیں (669, 1481, 829, 1567)
continued-number: 65 (125, 1310, 164, 1328)
continued-story (669, 282, 828, 410)
story-text: اجلاس میں مختلف امور پر تفصیلی غور کیا گیا اور متعلقہ حکام کو ہدایات جاری کی گئیں کہ عوامی مسائل کے حل کے لیے فوری اقدامات کیے جائیں، شرکاء نے اس موقع پر اپنی تجاویز بھی پیش کیں اجلاس میں مختلف امور پر تفصیلی غور کیا گیا اور متعلقہ حکام کو ہدایات جاری کی گئیں کہ عوامی مسائل کے حل کے لیے فوری اقدامات کیے جائیں، شرکاء نے اس موقع پر اپنی تجاویز بھی پیش کیں اجلاس میں مختلف امور پر تفصیلی غور کیا گیا اور متعلقہ حکام کو ہدایات جاری کی گئیں کہ عوامی مسائل کے حل کے لیے فوری اقدامات کیے جائیں، شرکاء نے اس موقع پر اپنی تجاویز بھی پیش کیں اجلاس میں مختلف امور پر تفصیلی غور کیا گیا اور متعلقہ حکام کو ہدایات جاری کی گئیں کہ عوامی مسائل کے حل کے لیے فوری اقدامات کیے جائیں، شرکاء نے اس موقع پر اپنی تجاویز بھی پیش کیں اجلاس میں مختلف امور پر تفصیلی غور کیا گیا اور متعلقہ حکام کو ہدایات جاری کی گئیں کہ عوامی مسائل کے حل کے لیے فوری اقدامات کیے جائیں، شرکاء نے اس موقع پر اپنی تجاویز بھی پیش کیں اجلاس میں مختلف امور پر تفصیلی غور کیا گیا اور متعلقہ حکام کو ہدایات جاری کی گئیں کہ عوامی مسائل کے حل کے لیے فوری اقدامات کیے جائیں، شرکاء نے اس موقع پر اپنی تجاویز بھی پیش کیں (337, 964, 497, 1086)
continued-label (504, 1124, 663, 1144)
label-blank (53, 1310, 125, 1328)
continued-word: بقیہ (781, 544, 827, 562)
story-text: اجلاس میں مختلف امور پر تفصیلی غور کیا گیا اور متعلقہ حکام کو ہدایات جاری کی گئیں کہ عوامی مسائل کے حل کے لیے فوری اقدامات کیے جائیں، شرکاء نے اس موقع پر اپنی تجاویز بھی پیش کیں اجلاس میں مختلف امور پر تفصیلی غور کیا گیا اور متعلقہ حکام کو ہدایات جاری کی گئیں کہ عوامی مسائل کے حل کے لیے فوری اقدامات کیے جائیں، شرکاء نے اس موقع پر اپنی تجاویز بھی پیش کیں اجلاس میں مختلف امور پر تفصیلی غور کیا گیا اور متعلقہ حکام کو ہدایات جاری کی گئیں کہ عوامی مسائل کے حل کے لیے فوری اقدامات کیے جائیں، شرکاء نے اس موقع پر اپنی تجاویز بھی پیش کیں (6, 579, 165, 643)
continued-story (172, 632, 331, 782)
continued-story (172, 1091, 331, 1241)
continued-number: 30 (505, 1309, 544, 1327)
continued-word: بقیہ (7, 1202, 53, 1220)
continued-label (669, 151, 828, 171)
story-text: اجلاس میں مختلف امور پر تفصیلی غور کیا گیا اور متعلقہ حکام کو ہدایات جاری کی گئیں کہ عوامی مسائل کے حل کے لیے فوری اقدامات کیے جائیں، شرکاء نے اس موقع پر اپنی تجاویز بھی پیش کیں اجلاس میں مختلف امور پر تفصیلی غور کیا گیا اور متعلقہ حکام کو ہدایات جاری کی گئیں کہ عوامی مسائل کے حل کے لیے فوری اقدامات کیے جائیں، شرکاء نے اس موقع پر اپنی تجاویز بھی پیش کیں اجلاس میں مختلف امور پر تفصیلی غور کیا گیا اور متعلقہ حکام کو ہدایات جاری کی گئیں کہ عوامی مسائل کے حل کے لیے فوری اقدامات کیے جائیں، شرکاء نے اس موقع پر اپنی تجاویز بھی پیش کیں اجلاس میں مختلف امور پر تفصیلی غور کیا گیا اور متعلقہ حکام کو ہدایات جاری کی گئیں کہ عوامی مسائل کے حل کے لیے فوری اقدامات کیے جائیں، شرکاء نے اس موقع پر اپنی تجاویز بھی پیش کیں (669, 303, 829, 389)
story-text: اجلاس میں مختلف امور پر تفصیلی غور کیا گیا اور متعلقہ حکام کو ہدایات جاری کی گئیں کہ عوامی مسائل کے حل کے لیے فوری اقدامات کیے جائیں، شرکاء نے اس موقع پر اپنی تجاویز بھی پیش کیں اجلاس میں مختلف امور پر تفصیلی غور کیا گیا اور متعلقہ حکام کو ہدایات جاری کی گئیں کہ عوامی مسائل کے حل کے لیے فوری اقدامات کیے جائیں، شرکاء نے اس موقع پر اپنی تجاویز بھی پیش کیں اجلاس میں مختلف امور پر تفصیلی غور کیا گیا اور متعلقہ حکام کو ہدایات جاری کی گئیں کہ عوامی مسائل کے حل کے لیے فوری اقدامات کیے جائیں، شرکاء نے اس موقع پر اپنی تجاویز بھی پیش کیں اجلاس میں مختلف امور پر تفصیلی غور کیا گیا اور متعلقہ حکام کو ہدایات جاری کی گئیں کہ عوامی مسائل کے حل کے لیے فوری اقدامات کیے جائیں، شرکاء نے اس موقع پر اپنی تجاویز بھی پیش کیں (669, 1742, 829, 1829)
continued-story (172, 785, 331, 935)
continued-label (504, 940, 663, 960)
continued-word: بقیہ (615, 1125, 661, 1143)
label-blank (709, 414, 781, 432)
continued-number: 62 (125, 988, 164, 1006)
continued-number: 41 (173, 21, 212, 39)
continued-label (172, 326, 331, 346)
continued-story (172, 1550, 331, 1700)
continued-number: 5 (836, 1174, 875, 1192)
label-blank (53, 343, 125, 361)
continued-label (172, 1703, 331, 1723)
continued-story (338, 1634, 497, 1862)
continued-story (669, 1590, 828, 1718)
continued-label (6, 1416, 165, 1436)
story-text: اجلاس میں مختلف امور پر تفصیلی غور کیا گیا اور متعلقہ حکام کو ہدایات جاری کی گئیں کہ عوامی مسائل کے حل کے لیے فوری اقدامات کیے جائیں، شرکاء نے اس موقع پر اپنی تجاویز بھی پیش کیں اجلاس میں مختلف امور پر تفصیلی غور کیا گیا اور متعلقہ حکام کو ہدایات جاری کی گئیں کہ عوامی مسائل کے حل کے لیے فوری اقدامات کیے جائیں، شرکاء نے اس موقع پر اپنی تجاویز بھی پیش کیں اجلاس میں مختلف امور پر تفصیلی غور کیا گیا اور متعلقہ حکام کو ہدایات جاری کی گئیں کہ عوامی مسائل کے حل کے لیے فوری اقدامات کیے جائیں، شرکاء نے اس موقع پر اپنی تجاویز بھی پیش کیں اجلاس میں مختلف امور پر تفصیلی غور کیا گیا اور متعلقہ حکام کو ہدایات جاری کی گئیں کہ عوامی مسائل کے حل کے لیے فوری اقدامات کیے جائیں، شرکاء نے اس موقع پر اپنی تجاویز بھی پیش کیں اجلاس میں مختلف امور پر تفصیلی غور کیا گیا اور متعلقہ حکام کو ہدایات جاری کی گئیں کہ عوامی مسائل کے حل کے لیے فوری اقدامات کیے جائیں، شرکاء نے اس موقع پر اپنی تجاویز بھی پیش کیں اجلاس میں مختلف امور پر تفصیلی غور کیا گیا اور متعلقہ حکام کو ہدایات جاری کی گئیں کہ عوامی مسائل کے حل کے لیے فوری اقدامات کیے جائیں، شرکاء نے اس موقع پر اپنی تجاویز بھی پیش کیں (337, 503, 497, 625)
continued-label (835, 1403, 994, 1423)
continued-word: بقیہ (450, 21, 496, 39)
label-blank (212, 1398, 284, 1416)
continued-story (504, 756, 663, 937)
continued-word: بقیہ (947, 1174, 993, 1192)
continued-story (835, 1403, 994, 1631)
label-blank (378, 713, 450, 731)
continued-label (338, 1403, 497, 1423)
continued-story (6, 20, 165, 124)
continued-number: 47 (173, 939, 212, 957)
continued-story (835, 251, 994, 479)
continued-label (6, 342, 165, 362)
story-text: pmfuelrelief.pk اجلاس میں مختلف امور پر تفصیلی غور کیا گیا اور متعلقہ حکام کو ہدایات جاری کی گئیں کہ عوامی مسائل کے حل کے لیے فوری اقدامات کیے جائیں، شرکاء نے اس موقع پر اپنی تجاویز بھی پیش کیں اجلاس میں مختلف امور پر تفصیلی غور کیا گیا اور متعلقہ حکام کو ہدایات جاری کی گئیں کہ عوامی مسائل کے حل کے لیے فوری اقدامات کیے جائیں، شرکاء نے اس موقع پر اپنی تجاویز بھی پیش کیں اجلاس میں مختلف امور پر تفصیلی غور کیا گیا اور متعلقہ حکام کو ہدایات جاری کی گئیں کہ عوامی مسائل کے حل کے لیے فوری اقدامات کیے جائیں، شرکاء نے اس موقع پر اپنی تجاویز بھی پیش کیں اجلاس میں مختلف امور پر تفصیلی غور کیا گیا اور متعلقہ حکام کو ہدایات جاری کی گئیں کہ عوامی مسائل کے حل کے لیے فوری اقدامات کیے جائیں، شرکاء نے اس موقع پر اپنی تجاویز بھی پیش کیں (171, 654, 331, 740)
label-blank (212, 174, 284, 192)
story-text: اجلاس میں مختلف امور پر تفصیلی غور کیا گیا اور متعلقہ حکام کو ہدایات جاری کی گئیں کہ عوامی مسائل کے حل کے لیے فوری اقدامات کیے جائیں، شرکاء نے اس موقع پر اپنی تجاویز بھی پیش کیں اجلاس میں مختلف امور پر تفصیلی غور کیا گیا اور متعلقہ حکام کو ہدایات جاری کی گئیں کہ عوامی مسائل کے حل کے لیے فوری اقدامات کیے جائیں، شرکاء نے اس موقع پر اپنی تجاویز بھی پیش کیں اجلاس میں مختلف امور پر تفصیلی غور کیا گیا اور متعلقہ حکام کو ہدایات جاری کی گئیں کہ عوامی مسائل کے حل کے لیے فوری اقدامات کیے جائیں، شرکاء نے اس موقع پر اپنی تجاویز بھی پیش کیں اجلاس میں مختلف امور پر تفصیلی غور کیا گیا اور متعلقہ حکام کو ہدایات جاری کی گئیں کہ عوامی مسائل کے حل کے لیے فوری اقدامات کیے جائیں، شرکاء نے اس موقع پر اپنی تجاویز بھی پیش کیں (669, 827, 829, 913)
continued-word: بقیہ (7, 1095, 53, 1113)
continued-word: بقیہ (7, 880, 53, 898)
continued-word: بقیہ (615, 1677, 661, 1695)
continued-word: بقیہ (284, 480, 330, 498)
continued-word: بقیہ (7, 1632, 53, 1650)
story-text: اجلاس میں مختلف امور پر تفصیلی غور کیا گیا اور متعلقہ حکام کو ہدایات جاری کی گئیں کہ عوامی مسائل کے حل کے لیے فوری اقدامات کیے جائیں، شرکاء نے اس موقع پر اپنی تجاویز بھی پیش کیں اجلاس میں مختلف امور پر تفصیلی غور کیا گیا اور متعلقہ حکام کو ہدایات جاری کی گئیں کہ عوامی مسائل کے حل کے لیے فوری اقدامات کیے جائیں، شرکاء نے اس موقع پر اپنی تجاویز بھی پیش کیں اجلاس میں مختلف امور پر تفصیلی غور کیا گیا اور متعلقہ حکام کو ہدایات جاری کی گئیں کہ عوامی مسائل کے حل کے لیے فوری اقدامات کیے جائیں، شرکاء نے اس موقع پر اپنی تجاویز بھی پیش کیں اجلاس میں مختلف امور پر تفصیلی غور کیا گیا اور متعلقہ حکام کو ہدایات جاری کی گئیں کہ عوامی مسائل کے حل کے لیے فوری اقدامات کیے جائیں، شرکاء نے اس موقع پر اپنی تجاویز بھی پیش کیں اجلاس میں مختلف امور پر تفصیلی غور کیا گیا اور متعلقہ حکام کو ہدایات جاری کی گئیں کہ عوامی مسائل کے حل کے لیے فوری اقدامات کیے جائیں، شرکاء نے اس موقع پر اپنی تجاویز بھی پیش کیں (503, 1514, 663, 1614)
story-text: اجلاس میں مختلف امور پر تفصیلی غور کیا گیا اور متعلقہ حکام کو ہدایات جاری کی گئیں کہ عوامی مسائل کے حل کے لیے فوری اقدامات کیے جائیں، شرکاء نے اس موقع پر اپنی تجاویز بھی پیش کیں اجلاس میں مختلف امور پر تفصیلی غور کیا گیا اور متعلقہ حکام کو ہدایات جاری کی گئیں کہ عوامی مسائل کے حل کے لیے فوری اقدامات کیے جائیں، شرکاء نے اس موقع پر اپنی تجاویز بھی پیش کیں اجلاس میں مختلف امور پر تفصیلی غور کیا گیا اور متعلقہ حکام کو ہدایات جاری کی گئیں کہ عوامی مسائل کے حل کے لیے فوری اقدامات کیے جائیں، شرکاء نے اس موقع پر اپنی تجاویز بھی پیش کیں (6, 793, 165, 858)
story-text: اجلاس میں مختلف امور پر تفصیلی غور کیا گیا اور متعلقہ حکام کو ہدایات جاری کی گئیں کہ عوامی مسائل کے حل کے لیے فوری اقدامات کیے جائیں، شرکاء نے اس موقع پر اپنی تجاویز بھی پیش کیں اجلاس میں مختلف امور پر تفصیلی غور کیا گیا اور متعلقہ حکام کو ہدایات جاری کی گئیں کہ عوامی مسائل کے حل کے لیے فوری اقدامات کیے جائیں، شرکاء نے اس موقع پر اپنی تجاویز بھی پیش کیں اجلاس میں مختلف امور پر تفصیلی غور کیا گیا اور متعلقہ حکام کو ہدایات جاری کی گئیں کہ عوامی مسائل کے حل کے لیے فوری اقدامات کیے جائیں، شرکاء نے اس موقع پر اپنی تجاویز بھی پیش کیں اجلاس میں مختلف امور پر تفصیلی غور کیا گیا اور متعلقہ حکام کو ہدایات جاری کی گئیں کہ عوامی مسائل کے حل کے لیے فوری اقدامات کیے جائیں، شرکاء نے اس موقع پر اپنی تجاویز بھی پیش کیں اجلاس میں مختلف امور پر تفصیلی غور کیا گیا اور متعلقہ حکام کو ہدایات جاری کی گئیں کہ عوامی مسائل کے حل کے لیے فوری اقدامات کیے جائیں، شرکاء نے اس موقع پر اپنی تجاویز بھی پیش کیں اجلاس میں مختلف امور پر تفصیلی غور کیا گیا اور متعلقہ حکام کو ہدایات جاری کی گئیں کہ عوامی مسائل کے حل کے لیے فوری اقدامات کیے جائیں، شرکاء نے اس موقع پر اپنی تجاویز بھی پیش کیں (835, 733, 994, 855)
continued-word: بقیہ (7, 451, 53, 469)
continued-number: 28 (505, 941, 544, 959)
label-blank (53, 451, 125, 469)
continued-word: بقیہ (781, 1722, 827, 1740)
story-text: اجلاس میں مختلف امور پر تفصیلی غور کیا گیا اور متعلقہ حکام کو ہدایات جاری کی گئیں کہ عوامی مسائل کے حل کے لیے فوری اقدامات کیے جائیں، شرکاء نے اس موقع پر اپنی تجاویز بھی پیش کیں اجلاس میں مختلف امور پر تفصیلی غور کیا گیا اور متعلقہ حکام کو ہدایات جاری کی گئیں کہ عوامی مسائل کے حل کے لیے فوری اقدامات کیے جائیں، شرکاء نے اس موقع پر اپنی تجاویز بھی پیش کیں اجلاس میں مختلف امور پر تفصیلی غور کیا گیا اور متعلقہ حکام کو ہدایات جاری کی گئیں کہ عوامی مسائل کے حل کے لیے فوری اقدامات کیے جائیں، شرکاء نے اس موقع پر اپنی تجاویز بھی پیش کیں (6, 1330, 165, 1395)
continued-label (835, 1634, 994, 1654)
label-blank (875, 943, 947, 961)
story-text: اجلاس میں مختلف امور پر تفصیلی غور کیا گیا اور متعلقہ حکام کو ہدایات جاری کی گئیں کہ عوامی مسائل کے حل کے لیے فوری اقدامات کیے جائیں، شرکاء نے اس موقع پر اپنی تجاویز بھی پیش کیں اجلاس میں مختلف امور پر تفصیلی غور کیا گیا اور متعلقہ حکام کو ہدایات جاری کی گئیں کہ عوامی مسائل کے حل کے لیے فوری اقدامات کیے جائیں، شرکاء نے اس موقع پر اپنی تجاویز بھی پیش کیں اجلاس میں مختلف امور پر تفصیلی غور کیا گیا اور متعلقہ حکام کو ہدایات جاری کی گئیں کہ عوامی مسائل کے حل کے لیے فوری اقدامات کیے جائیں، شرکاء نے اس موقع پر اپنی تجاویز بھی پیش کیں اجلاس میں مختلف امور پر تفصیلی غور کیا گیا اور متعلقہ حکام کو ہدایات جاری کی گئیں کہ عوامی مسائل کے حل کے لیے فوری اقدامات کیے جائیں، شرکاء نے اس موقع پر اپنی تجاویز بھی پیش کیں اجلاس میں مختلف امور پر تفصیلی غور کیا گیا اور متعلقہ حکام کو ہدایات جاری کی گئیں کہ عوامی مسائل کے حل کے لیے فوری اقدامات کیے جائیں، شرکاء نے اس موقع پر اپنی تجاویز بھی پیش کیں اجلاس میں مختلف امور پر تفصیلی غور کیا گیا اور متعلقہ حکام کو ہدایات جاری کی گئیں کہ عوامی مسائل کے حل کے لیے فوری اقدامات کیے جائیں، شرکاء نے اس موقع پر اپنی تجاویز بھی پیش کیں (835, 964, 994, 1086)
continued-number: 18 (670, 283, 709, 301)
label-blank (53, 1525, 125, 1543)
continued-story (504, 940, 663, 1121)
story-text: اجلاس میں مختلف امور پر تفصیلی غور کیا گیا اور متعلقہ حکام کو ہدایات جاری کی گئیں کہ عوامی مسائل کے حل کے لیے فوری اقدامات کیے جائیں، شرکاء نے اس موقع پر اپنی تجاویز بھی پیش کیں اجلاس میں مختلف امور پر تفصیلی غور کیا گیا اور متعلقہ حکام کو ہدایات جاری کی گئیں کہ عوامی مسائل کے حل کے لیے فوری اقدامات کیے جائیں، شرکاء نے اس موقع پر اپنی تجاویز بھی پیش کیں اجلاس میں مختلف امور پر تفصیلی غور کیا گیا اور متعلقہ حکام کو ہدایات جاری کی گئیں کہ عوامی مسائل کے حل کے لیے فوری اقدامات کیے جائیں، شرکاء نے اس موقع پر اپنی تجاویز بھی پیش کیں اجلاس میں مختلف امور پر تفصیلی غور کیا گیا اور متعلقہ حکام کو ہدایات جاری کی گئیں کہ عوامی مسائل کے حل کے لیے فوری اقدامات کیے جائیں، شرکاء نے اس موقع پر اپنی تجاویز بھی پیش کیں (171, 1572, 331, 1658)
continued-label (6, 772, 165, 792)
story-text: اجلاس میں مختلف امور پر تفصیلی غور کیا گیا اور متعلقہ حکام کو ہدایات جاری کی گئیں کہ عوامی مسائل کے حل کے لیے فوری اقدامات کیے جائیں، شرکاء نے اس موقع پر اپنی تجاویز بھی پیش کیں اجلاس میں مختلف امور پر تفصیلی غور کیا گیا اور متعلقہ حکام کو ہدایات جاری کی گئیں کہ عوامی مسائل کے حل کے لیے فوری اقدامات کیے جائیں، شرکاء نے اس موقع پر اپنی تجاویز بھی پیش کیں اجلاس میں مختلف امور پر تفصیلی غور کیا گیا اور متعلقہ حکام کو ہدایات جاری کی گئیں کہ عوامی مسائل کے حل کے لیے فوری اقدامات کیے جائیں، شرکاء نے اس موقع پر اپنی تجاویز بھی پیش کیں (6, 364, 165, 428)
news-column (169, 18, 333, 1882)
story-text: وزیر اعلیٰ نے صوبے میں جاری ترقیاتی منصوبوں کی بروقت تکمیل کی ہدایت کی اجلاس میں مختلف امور پر تفصیلی غور کیا گیا اور متعلقہ حکام کو ہدایات جاری کی گئیں کہ عوامی مسائل کے حل کے لیے فوری اقدامات کیے جائیں، شرکاء نے اس موقع پر اپنی تجاویز بھی پیش کیں اجلاس میں مختلف امور پر تفصیلی غور کیا گیا اور متعلقہ حکام کو ہدایات جاری کی گئیں کہ عوامی مسائل کے حل کے لیے فوری اقدامات کیے جائیں، شرکاء نے اس موقع پر اپنی تجاویز بھی پیش کیں اجلاس میں مختلف امور پر تفصیلی غور کیا گیا اور متعلقہ حکام کو ہدایات جاری کی گئیں کہ عوامی مسائل کے حل کے لیے فوری اقدامات کیے جائیں، شرکاء نے اس موقع پر اپنی تجاویز بھی پیش کیں اجلاس میں مختلف امور پر تفصیلی غور کیا گیا اور متعلقہ حکام کو ہدایات جاری کی گئیں کہ عوامی مسائل کے حل کے لیے فوری اقدامات کیے جائیں، شرکاء نے اس موقع پر اپنی تجاویز بھی پیش کیں اجلاس میں مختلف امور پر تفصیلی غور کیا گیا اور متعلقہ حکام کو ہدایات جاری کی گئیں کہ عوامی مسائل کے حل کے لیے فوری اقدامات کیے جائیں، شرکاء نے اس موقع پر اپنی تجاویز بھی پیش کیں (503, 42, 663, 157)
continued-word: بقیہ (781, 1460, 827, 1478)
continued-word: بقیہ (7, 1740, 53, 1758)
continued-label (669, 1198, 828, 1218)
story-text: اجلاس میں مختلف امور پر تفصیلی غور کیا گیا اور متعلقہ حکام کو ہدایات جاری کی گئیں کہ عوامی مسائل کے حل کے لیے فوری اقدامات کیے جائیں، شرکاء نے اس موقع پر اپنی تجاویز بھی پیش کیں اجلاس میں مختلف امور پر تفصیلی غور کیا گیا اور متعلقہ حکام کو ہدایات جاری کی گئیں کہ عوامی مسائل کے حل کے لیے فوری اقدامات کیے جائیں، شرکاء نے اس موقع پر اپنی تجاویز بھی پیش کیں اجلاس میں مختلف امور پر تفصیلی غور کیا گیا اور متعلقہ حکام کو ہدایات جاری کی گئیں کہ عوامی مسائل کے حل کے لیے فوری اقدامات کیے جائیں، شرکاء نے اس موقع پر اپنی تجاویز بھی پیش کیں اجلاس میں مختلف امور پر تفصیلی غور کیا گیا اور متعلقہ حکام کو ہدایات جاری کی گئیں کہ عوامی مسائل کے حل کے لیے فوری اقدامات کیے جائیں، شرکاء نے اس موقع پر اپنی تجاویز بھی پیش کیں اجلاس میں مختلف امور پر تفصیلی غور کیا گیا اور متعلقہ حکام کو ہدایات جاری کی گئیں کہ عوامی مسائل کے حل کے لیے فوری اقدامات کیے جائیں، شرکاء نے اس موقع پر اپنی تجاویز بھی پیش کیں اجلاس میں مختلف امور پر تفصیلی غور کیا گیا اور متعلقہ حکام کو ہدایات جاری کی گئیں کہ عوامی مسائل کے حل کے لیے فوری اقدامات کیے جائیں، شرکاء نے اس موقع پر اپنی تجاویز بھی پیش کیں (835, 1655, 994, 1777)
continued-word: بقیہ (284, 1398, 330, 1416)
label-blank (53, 665, 125, 683)
continued-word: بقیہ (615, 205, 661, 223)
story-text: اجلاس میں مختلف امور پر تفصیلی غور کیا گیا اور متعلقہ حکام کو ہدایات جاری کی گئیں کہ عوامی مسائل کے حل کے لیے فوری اقدامات کیے جائیں، شرکاء نے اس موقع پر اپنی تجاویز بھی پیش کیں اجلاس میں مختلف امور پر تفصیلی غور کیا گیا اور متعلقہ حکام کو ہدایات جاری کی گئیں کہ عوامی مسائل کے حل کے لیے فوری اقدامات کیے جائیں، شرکاء نے اس موقع پر اپنی تجاویز بھی پیش کیں اجلاس میں مختلف امور پر تفصیلی غور کیا گیا اور متعلقہ حکام کو ہدایات جاری کی گئیں کہ عوامی مسائل کے حل کے لیے فوری اقدامات کیے جائیں، شرکاء نے اس موقع پر اپنی تجاویز بھی پیش کیں اجلاس میں مختلف امور پر تفصیلی غور کیا گیا اور متعلقہ حکام کو ہدایات جاری کی گئیں کہ عوامی مسائل کے حل کے لیے فوری اقدامات کیے جائیں، شرکاء نے اس موقع پر اپنی تجاویز بھی پیش کیں اجلاس میں مختلف امور پر تفصیلی غور کیا گیا اور متعلقہ حکام کو ہدایات جاری کی گئیں کہ عوامی مسائل کے حل کے لیے فوری اقدامات کیے جائیں، شرکاء نے اس موقع پر اپنی تجاویز بھی پیش کیں اجلاس میں مختلف امور پر تفصیلی غور کیا گیا اور متعلقہ حکام کو ہدایات جاری کی گئیں کہ عوامی مسائل کے حل کے لیے فوری اقدامات کیے جائیں، شرکاء نے اس موقع پر اپنی تجاویز بھی پیش کیں (337, 1425, 497, 1547)
continued-label (669, 1590, 828, 1610)
label-blank (709, 283, 781, 301)
continued-story (835, 1173, 994, 1401)
continued-word: بقیہ (615, 573, 661, 591)
label-blank (378, 482, 450, 500)
continued-story (6, 772, 165, 876)
continued-story (172, 1397, 331, 1547)
continued-number: 56 (125, 343, 164, 361)
continued-label (172, 1244, 331, 1264)
continued-number: 13 (670, 1068, 709, 1086)
continued-number: 42 (173, 174, 212, 192)
continued-word: بقیہ (615, 1309, 661, 1327)
continued-label (6, 664, 165, 684)
continued-story (6, 879, 165, 983)
continued-number: 1 (836, 21, 875, 39)
continued-story (669, 805, 828, 933)
continued-word: بقیہ (781, 152, 827, 170)
continued-word: بقیہ (284, 1551, 330, 1569)
continued-word: بقیہ (781, 937, 827, 955)
label-blank (212, 1092, 284, 1110)
story-text: اجلاس میں مختلف امور پر تفصیلی غور کیا گیا اور متعلقہ حکام کو ہدایات جاری کی گئیں کہ عوامی مسائل کے حل کے لیے فوری اقدامات کیے جائیں، شرکاء نے اس موقع پر اپنی تجاویز بھی پیش کیں اجلاس میں مختلف امور پر تفصیلی غور کیا گیا اور متعلقہ حکام کو ہدایات جاری کی گئیں کہ عوامی مسائل کے حل کے لیے فوری اقدامات کیے جائیں، شرکاء نے اس موقع پر اپنی تجاویز بھی پیش کیں اجلاس میں مختلف امور پر تفصیلی غور کیا گیا اور متعلقہ حکام کو ہدایات جاری کی گئیں کہ عوامی مسائل کے حل کے لیے فوری اقدامات کیے جائیں، شرکاء نے اس موقع پر اپنی تجاویز بھی پیش کیں اجلاس میں مختلف امور پر تفصیلی غور کیا گیا اور متعلقہ حکام کو ہدایات جاری کی گئیں کہ عوامی مسائل کے حل کے لیے فوری اقدامات کیے جائیں، شرکاء نے اس موقع پر اپنی تجاویز بھی پیش کیں اجلاس میں مختلف امور پر تفصیلی غور کیا گیا اور متعلقہ حکام کو ہدایات جاری کی گئیں کہ عوامی مسائل کے حل کے لیے فوری اقدامات کیے جائیں، شرکاء نے اس موقع پر اپنی تجاویز بھی پیش کیں اجلاس میں مختلف امور پر تفصیلی غور کیا گیا اور متعلقہ حکام کو ہدایات جاری کی گئیں کہ عوامی مسائل کے حل کے لیے فوری اقدامات کیے جائیں، شرکاء نے اس موقع پر اپنی تجاویز بھی پیش کیں (337, 272, 497, 394)
story-text: اجلاس میں مختلف امور پر تفصیلی غور کیا گیا اور متعلقہ حکام کو ہدایات جاری کی گئیں کہ عوامی مسائل کے حل کے لیے فوری اقدامات کیے جائیں، شرکاء نے اس موقع پر اپنی تجاویز بھی پیش کیں اجلاس میں مختلف امور پر تفصیلی غور کیا گیا اور متعلقہ حکام کو ہدایات جاری کی گئیں کہ عوامی مسائل کے حل کے لیے فوری اقدامات کیے جائیں، شرکاء نے اس موقع پر اپنی تجاویز بھی پیش کیں اجلاس میں مختلف امور پر تفصیلی غور کیا گیا اور متعلقہ حکام کو ہدایات جاری کی گئیں کہ عوامی مسائل کے حل کے لیے فوری اقدامات کیے جائیں، شرکاء نے اس موقع پر اپنی تجاویز بھی پیش کیں (6, 1223, 165, 1288)
continued-number: 37 (339, 943, 378, 961)
continued-word: بقیہ (7, 988, 53, 1006)
columns-container (4, 18, 996, 1882)
label-blank (709, 806, 781, 824)
continued-story (6, 1309, 165, 1413)
continued-word: بقیہ (284, 327, 330, 345)
continued-word: بقیہ (781, 1068, 827, 1086)
continued-story (835, 481, 994, 709)
story-text: اجلاس میں مختلف امور پر تفصیلی غور کیا گیا اور متعلقہ حکام کو ہدایات جاری کی گئیں کہ عوامی مسائل کے حل کے لیے فوری اقدامات کیے جائیں، شرکاء نے اس موقع پر اپنی تجاویز بھی پیش کیں اجلاس میں مختلف امور پر تفصیلی غور کیا گیا اور متعلقہ حکام کو ہدایات جاری کی گئیں کہ عوامی مسائل کے حل کے لیے فوری اقدامات کیے جائیں، شرکاء نے اس موقع پر اپنی تجاویز بھی پیش کیں اجلاس میں مختلف امور پر تفصیلی غور کیا گیا اور متعلقہ حکام کو ہدایات جاری کی گئیں کہ عوامی مسائل کے حل کے لیے فوری اقدامات کیے جائیں، شرکاء نے اس موقع پر اپنی تجاویز بھی پیش کیں اجلاس میں مختلف امور پر تفصیلی غور کیا گیا اور متعلقہ حکام کو ہدایات جاری کی گئیں کہ عوامی مسائل کے حل کے لیے فوری اقدامات کیے جائیں، شرکاء نے اس موقع پر اپنی تجاویز بھی پیش کیں (669, 1350, 829, 1436)
continued-word: بقیہ (7, 343, 53, 361)
continued-label (669, 805, 828, 825)
continued-story (504, 1308, 663, 1489)
label-blank (875, 713, 947, 731)
label-blank (544, 1125, 616, 1143)
story-text: اجلاس میں مختلف امور پر تفصیلی غور کیا گیا اور متعلقہ حکام کو ہدایات جاری کی گئیں کہ عوامی مسائل کے حل کے لیے فوری اقدامات کیے جائیں، شرکاء نے اس موقع پر اپنی تجاویز بھی پیش کیں اجلاس میں مختلف امور پر تفصیلی غور کیا گیا اور متعلقہ حکام کو ہدایات جاری کی گئیں کہ عوامی مسائل کے حل کے لیے فوری اقدامات کیے جائیں، شرکاء نے اس موقع پر اپنی تجاویز بھی پیش کیں اجلاس میں مختلف امور پر تفصیلی غور کیا گیا اور متعلقہ حکام کو ہدایات جاری کی گئیں کہ عوامی مسائل کے حل کے لیے فوری اقدامات کیے جائیں، شرکاء نے اس موقع پر اپنی تجاویز بھی پیش کیں اجلاس میں مختلف امور پر تفصیلی غور کیا گیا اور متعلقہ حکام کو ہدایات جاری کی گئیں کہ عوامی مسائل کے حل کے لیے فوری اقدامات کیے جائیں، شرکاء نے اس موقع پر اپنی تجاویز بھی پیش کیں اجلاس میں مختلف امور پر تفصیلی غور کیا گیا اور متعلقہ حکام کو ہدایات جاری کی گئیں کہ عوامی مسائل کے حل کے لیے فوری اقدامات کیے جائیں، شرکاء نے اس موقع پر اپنی تجاویز بھی پیش کیں (503, 1698, 663, 1798)
label-blank (212, 21, 284, 39)
label-blank (544, 1493, 616, 1511)
story-text: اجلاس میں مختلف امور پر تفصیلی غور کیا گیا اور متعلقہ حکام کو ہدایات جاری کی گئیں کہ عوامی مسائل کے حل کے لیے فوری اقدامات کیے جائیں، شرکاء نے اس موقع پر اپنی تجاویز بھی پیش کیں اجلاس میں مختلف امور پر تفصیلی غور کیا گیا اور متعلقہ حکام کو ہدایات جاری کی گئیں کہ عوامی مسائل کے حل کے لیے فوری اقدامات کیے جائیں، شرکاء نے اس موقع پر اپنی تجاویز بھی پیش کیں اجلاس میں مختلف امور پر تفصیلی غور کیا گیا اور متعلقہ حکام کو ہدایات جاری کی گئیں کہ عوامی مسائل کے حل کے لیے فوری اقدامات کیے جائیں، شرکاء نے اس موقع پر اپنی تجاویز بھی پیش کیں (6, 1116, 165, 1180)
continued-label (835, 481, 994, 501)
continued-label (504, 20, 663, 40)
continued-number: 22 (670, 1722, 709, 1740)
continued-word: بقیہ (615, 757, 661, 775)
story-text: اجلاس میں مختلف امور پر تفصیلی غور کیا گیا اور متعلقہ حکام کو ہدایات جاری کی گئیں کہ عوامی مسائل کے حل کے لیے فوری اقدامات کیے جائیں، شرکاء نے اس موقع پر اپنی تجاویز بھی پیش کیں اجلاس میں مختلف امور پر تفصیلی غور کیا گیا اور متعلقہ حکام کو ہدایات جاری کی گئیں کہ عوامی مسائل کے حل کے لیے فوری اقدامات کیے جائیں، شرکاء نے اس موقع پر اپنی تجاویز بھی پیش کیں اجلاس میں مختلف امور پر تفصیلی غور کیا گیا اور متعلقہ حکام کو ہدایات جاری کی گئیں کہ عوامی مسائل کے حل کے لیے فوری اقدامات کیے جائیں، شرکاء نے اس موقع پر اپنی تجاویز بھی پیش کیں (6, 149, 165, 214)
continued-label (172, 1091, 331, 1111)
continued-label (6, 1739, 165, 1759)
continued-label (835, 251, 994, 271)
continued-story (835, 712, 994, 940)
news-column (4, 18, 167, 1882)
continued-story (338, 1403, 497, 1631)
label-blank (53, 880, 125, 898)
continued-story (172, 173, 331, 323)
continued-word: بقیہ (450, 1635, 496, 1653)
story-text: اجلاس میں مختلف امور پر تفصیلی غور کیا گیا اور متعلقہ حکام کو ہدایات جاری کی گئیں کہ عوامی مسائل کے حل کے لیے فوری اقدامات کیے جائیں، شرکاء نے اس موقع پر اپنی تجاویز بھی پیش کیں اجلاس میں مختلف امور پر تفصیلی غور کیا گیا اور متعلقہ حکام کو ہدایات جاری کی گئیں کہ عوامی مسائل کے حل کے لیے فوری اقدامات کیے جائیں، شرکاء نے اس موقع پر اپنی تجاویز بھی پیش کیں اجلاس میں مختلف امور پر تفصیلی غور کیا گیا اور متعلقہ حکام کو ہدایات جاری کی گئیں کہ عوامی مسائل کے حل کے لیے فوری اقدامات کیے جائیں، شرکاء نے اس موقع پر اپنی تجاویز بھی پیش کیں اجلاس میں مختلف امور پر تفصیلی غور کیا گیا اور متعلقہ حکام کو ہدایات جاری کی گئیں کہ عوامی مسائل کے حل کے لیے فوری اقدامات کیے جائیں، شرکاء نے اس موقع پر اپنی تجاویز بھی پیش کیں اجلاس میں مختلف امور پر تفصیلی غور کیا گیا اور متعلقہ حکام کو ہدایات جاری کی گئیں کہ عوامی مسائل کے حل کے لیے فوری اقدامات کیے جائیں، شرکاء نے اس موقع پر اپنی تجاویز بھی پیش کیں اجلاس میں مختلف امور پر تفصیلی غور کیا گیا اور متعلقہ حکام کو ہدایات جاری کی گئیں کہ عوامی مسائل کے حل کے لیے فوری اقدامات کیے جائیں، شرکاء نے اس موقع پر اپنی تجاویز بھی پیش کیں (835, 1425, 994, 1547)
continued-number: 69 (125, 1740, 164, 1758)
story-text: اجلاس میں مختلف امور پر تفصیلی غور کیا گیا اور متعلقہ حکام کو ہدایات جاری کی گئیں کہ عوامی مسائل کے حل کے لیے فوری اقدامات کیے جائیں، شرکاء نے اس موقع پر اپنی تجاویز بھی پیش کیں اجلاس میں مختلف امور پر تفصیلی غور کیا گیا اور متعلقہ حکام کو ہدایات جاری کی گئیں کہ عوامی مسائل کے حل کے لیے فوری اقدامات کیے جائیں، شرکاء نے اس موقع پر اپنی تجاویز بھی پیش کیں اجلاس میں مختلف امور پر تفصیلی غور کیا گیا اور متعلقہ حکام کو ہدایات جاری کی گئیں کہ عوامی مسائل کے حل کے لیے فوری اقدامات کیے جائیں، شرکاء نے اس موقع پر اپنی تجاویز بھی پیش کیں اجلاس میں مختلف امور پر تفصیلی غور کیا گیا اور متعلقہ حکام کو ہدایات جاری کی گئیں کہ عوامی مسائل کے حل کے لیے فوری اقدامات کیے جائیں، شرکاء نے اس موقع پر اپنی تجاویز بھی پیش کیں (669, 434, 829, 520)
story-text: اجلاس میں مختلف امور پر تفصیلی غور کیا گیا اور متعلقہ حکام کو ہدایات جاری کی گئیں کہ عوامی مسائل کے حل کے لیے فوری اقدامات کیے جائیں، شرکاء نے اس موقع پر اپنی تجاویز بھی پیش کیں اجلاس میں مختلف امور پر تفصیلی غور کیا گیا اور متعلقہ حکام کو ہدایات جاری کی گئیں کہ عوامی مسائل کے حل کے لیے فوری اقدامات کیے جائیں، شرکاء نے اس موقع پر اپنی تجاویز بھی پیش کیں اجلاس میں مختلف امور پر تفصیلی غور کیا گیا اور متعلقہ حکام کو ہدایات جاری کی گئیں کہ عوامی مسائل کے حل کے لیے فوری اقدامات کیے جائیں، شرکاء نے اس موقع پر اپنی تجاویز بھی پیش کیں اجلاس میں مختلف امور پر تفصیلی غور کیا گیا اور متعلقہ حکام کو ہدایات جاری کی گئیں کہ عوامی مسائل کے حل کے لیے فوری اقدامات کیے جائیں، شرکاء نے اس موقع پر اپنی تجاویز بھی پیش کیں اجلاس میں مختلف امور پر تفصیلی غور کیا گیا اور متعلقہ حکام کو ہدایات جاری کی گئیں کہ عوامی مسائل کے حل کے لیے فوری اقدامات کیے جائیں، شرکاء نے اس موقع پر اپنی تجاویز بھی پیش کیں (503, 410, 663, 510)
continued-label (172, 173, 331, 193)
story-text: اجلاس میں مختلف امور پر تفصیلی غور کیا گیا اور متعلقہ حکام کو ہدایات جاری کی گئیں کہ عوامی مسائل کے حل کے لیے فوری اقدامات کیے جائیں، شرکاء نے اس موقع پر اپنی تجاویز بھی پیش کیں اجلاس میں مختلف امور پر تفصیلی غور کیا گیا اور متعلقہ حکام کو ہدایات جاری کی گئیں کہ عوامی مسائل کے حل کے لیے فوری اقدامات کیے جائیں، شرکاء نے اس موقع پر اپنی تجاویز بھی پیش کیں اجلاس میں مختلف امور پر تفصیلی غور کیا گیا اور متعلقہ حکام کو ہدایات جاری کی گئیں کہ عوامی مسائل کے حل کے لیے فوری اقدامات کیے جائیں، شرکاء نے اس موقع پر اپنی تجاویز بھی پیش کیں اجلاس میں مختلف امور پر تفصیلی غور کیا گیا اور متعلقہ حکام کو ہدایات جاری کی گئیں کہ عوامی مسائل کے حل کے لیے فوری اقدامات کیے جائیں، شرکاء نے اس موقع پر اپنی تجاویز بھی پیش کیں (669, 957, 829, 1044)
continued-label (504, 1676, 663, 1696)
